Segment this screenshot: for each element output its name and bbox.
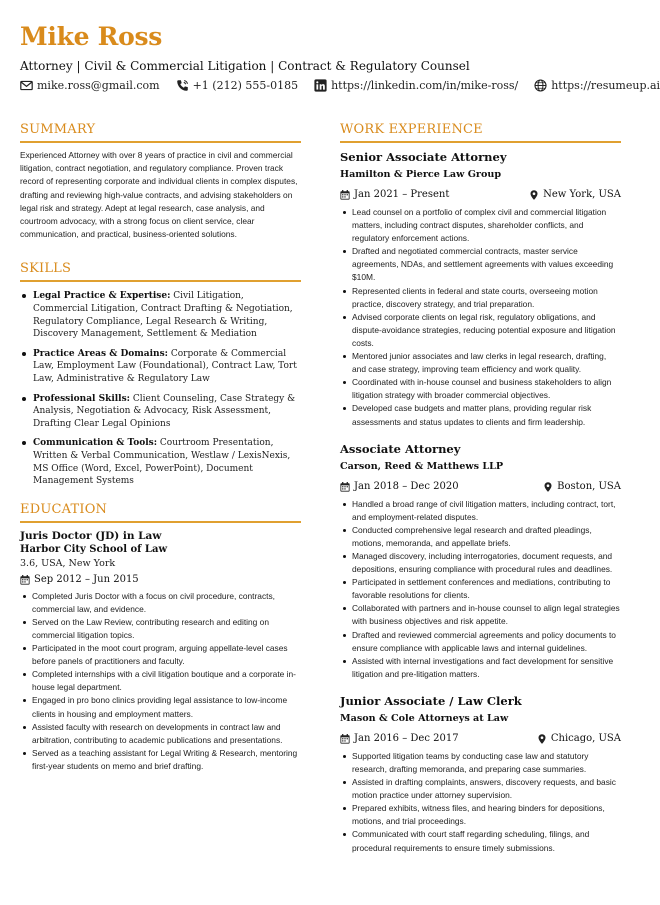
calendar-icon	[340, 482, 350, 492]
degree: Juris Doctor (JD) in Law	[20, 529, 162, 542]
job-location	[543, 480, 621, 494]
company-name: Carson, Reed & Matthews LLP	[340, 460, 504, 472]
map-pin-icon	[543, 482, 553, 492]
education-heading: EDUCATION	[20, 500, 301, 523]
contact-phone[interactable]	[176, 79, 299, 92]
calendar-icon	[340, 734, 350, 744]
skills-section	[20, 259, 301, 487]
skill-item	[20, 348, 301, 386]
list-item: Communicated with court staff regarding scheduling, filings, and procedural requirements to ensure timely submissions.	[340, 828, 621, 854]
experience-heading: WORK EXPERIENCE	[340, 120, 621, 143]
job-entry	[340, 693, 621, 855]
company-name: Mason & Cole Attorneys at Law	[340, 712, 509, 724]
skills-list	[20, 290, 301, 487]
map-pin-icon	[537, 734, 547, 744]
location-text: Boston, USA	[557, 480, 621, 492]
list-item: Served as a teaching assistant for Legal Writing & Research, mentoring first-year students on memo and brief drafting.	[20, 747, 301, 773]
resume-header	[20, 22, 660, 92]
education-bullets	[20, 590, 301, 773]
job-location	[537, 732, 621, 746]
contact-website[interactable]	[534, 79, 660, 92]
job-dates	[340, 480, 459, 494]
list-item: Participated in the moot court program, arguing appellate-level cases before panels of practitioners and faculty.	[20, 642, 301, 668]
skill-label: Professional Skills:	[33, 393, 130, 404]
job-title: Associate Attorney	[340, 441, 461, 456]
location-text: Chicago, USA	[550, 732, 621, 744]
list-item: Collaborated with partners and in-house counsel to align legal strategies with business objectives and risk appetite.	[340, 602, 621, 628]
job-bullets	[340, 206, 621, 429]
list-item: Assisted faculty with research on developments in contract law and arbitration, contributing to academic publications and presentations.	[20, 721, 301, 747]
list-item: Completed internships with a civil litigation boutique and a corporate in-house legal department.	[20, 668, 301, 694]
contact-email[interactable]	[20, 79, 160, 92]
date-range: Jan 2021 – Present	[354, 189, 450, 200]
list-item: Participated in settlement conferences and mediations, contributing to favorable resolutions for clients.	[340, 576, 621, 602]
list-item: Managed discovery, including interrogatories, document requests, and depositions, ensuring compliance with procedural rules and deadlines.	[340, 550, 621, 576]
list-item: Engaged in pro bono clinics providing legal assistance to low-income clients in housing and employment matters.	[20, 694, 301, 720]
job-bullets	[340, 498, 621, 681]
summary-heading: SUMMARY	[20, 120, 301, 143]
phone-text: +1 (212) 555-0185	[192, 79, 299, 92]
job-date-row	[340, 188, 621, 202]
skill-text: Corporate & Commercial Law, Employment Law (Foundational), Contract Law, Tort Law, Administrative & Regulatory Law	[33, 348, 297, 384]
location-text: New York, USA	[543, 189, 621, 200]
list-item: Lead counsel on a portfolio of complex civil and commercial litigation matters, including contract disputes, shareholder conflicts, and regulatory enforcement actions.	[340, 206, 621, 245]
job-entry	[340, 149, 621, 429]
website-text: https://resumeup.ai	[551, 79, 660, 92]
job-dates	[340, 732, 459, 746]
linkedin-text: https://linkedin.com/in/mike-ross/	[331, 79, 519, 92]
job-date-row	[340, 480, 621, 494]
skill-item	[20, 393, 301, 431]
job-bullets	[340, 750, 621, 855]
skills-heading: SKILLS	[20, 259, 301, 282]
date-range: Sep 2012 – Jun 2015	[34, 573, 139, 585]
envelope-icon	[20, 79, 33, 92]
job-dates	[340, 188, 449, 202]
school-name: Harbor City School of Law	[20, 543, 168, 555]
list-item: Drafted and reviewed commercial agreements and policy documents to ensure compliance with applicable laws and internal guidelines.	[340, 629, 621, 655]
skill-text: Client Counseling, Case Strategy & Analysis, Negotiation & Advocacy, Risk Assessment, Drafting Clear Legal Opinions	[33, 393, 296, 429]
job-location	[529, 188, 621, 202]
skill-item	[20, 290, 301, 340]
phone-icon	[176, 79, 189, 92]
list-item: Assisted with internal investigations and fact development for sensitive litigation and pre-litigation matters.	[340, 655, 621, 681]
date-range: Jan 2018 – Dec 2020	[354, 480, 459, 492]
job-title: Junior Associate / Law Clerk	[340, 693, 522, 708]
list-item: Advised corporate clients on legal risk, regulatory obligations, and dispute-avoidance strategies, reducing potential exposure and litigation costs.	[340, 311, 621, 350]
list-item: Represented clients in federal and state courts, overseeing motion practice, discovery strategy, and trial preparation.	[340, 285, 621, 311]
job-entry	[340, 441, 621, 681]
email-text: mike.ross@gmail.com	[37, 79, 160, 92]
education-dates	[20, 573, 139, 587]
list-item: Assisted in drafting complaints, answers, discovery requests, and basic motion practice under attorney supervision.	[340, 776, 621, 802]
contact-linkedin[interactable]	[314, 79, 518, 92]
calendar-icon	[20, 575, 30, 585]
list-item: Served on the Law Review, contributing research and editing on commercial litigation topics.	[20, 616, 301, 642]
list-item: Supported litigation teams by conducting case law and statutory research, drafting memoranda, and preparing case summaries.	[340, 750, 621, 776]
calendar-icon	[340, 190, 350, 200]
job-title: Senior Associate Attorney	[340, 150, 507, 164]
skill-label: Communication & Tools:	[33, 438, 158, 449]
skill-item	[20, 437, 301, 487]
list-item: Coordinated with in-house counsel and business stakeholders to align litigation strategy with broader commercial objectives.	[340, 376, 621, 402]
linkedin-icon	[314, 79, 327, 92]
contact-row	[20, 79, 660, 92]
skill-text: Courtroom Presentation, Written & Verbal Communication, Westlaw / LexisNexis, MS Office (Word, Excel, PowerPoint), Document Management Systems	[33, 438, 291, 487]
globe-icon	[534, 79, 547, 92]
candidate-headline: Attorney | Civil & Commercial Litigation | Contract & Regulatory Counsel	[20, 59, 470, 73]
skill-label: Practice Areas & Domains:	[33, 348, 168, 359]
list-item: Developed case budgets and matter plans, providing regular risk assessments and status updates to clients and firm leadership.	[340, 402, 621, 428]
left-column	[20, 120, 301, 773]
education-details: 3.6, USA, New York	[20, 557, 116, 569]
list-item: Handled a broad range of civil litigation matters, including contract, tort, and employment-related disputes.	[340, 498, 621, 524]
education-date-row	[20, 573, 301, 587]
summary-section	[20, 120, 301, 241]
right-column	[340, 120, 621, 867]
summary-text: Experienced Attorney with over 8 years of practice in civil and commercial litigation, contract negotiation, and regulatory compliance. Proven track record of representing corporate and individual clients in complex disputes, drafting and reviewing high-value contracts, and advising stakeholders on legal risk and strategy. Adept at legal research, case analysis, and courtroom advocacy, with a strong focus on client service, clear communication, and practical, business-oriented solutions.	[20, 150, 298, 240]
date-range: Jan 2016 – Dec 2017	[354, 732, 459, 744]
education-section	[20, 500, 301, 773]
skill-label: Legal Practice & Expertise:	[33, 291, 171, 302]
company-name: Hamilton & Pierce Law Group	[340, 169, 502, 180]
list-item: Drafted and negotiated commercial contracts, master service agreements, NDAs, and settlement agreements with values exceeding $10M.	[340, 245, 621, 284]
list-item: Completed Juris Doctor with a focus on civil procedure, contracts, commercial law, and evidence.	[20, 590, 301, 616]
candidate-name: Mike Ross	[20, 22, 163, 51]
list-item: Conducted comprehensive legal research and drafted pleadings, motions, memoranda, and appellate briefs.	[340, 524, 621, 550]
map-pin-icon	[529, 190, 539, 200]
list-item: Prepared exhibits, witness files, and hearing binders for depositions, motions, and trial proceedings.	[340, 802, 621, 828]
list-item: Mentored junior associates and law clerks in legal research, drafting, and case strategy, improving team efficiency and work quality.	[340, 350, 621, 376]
skill-text: Civil Litigation, Commercial Litigation, Contract Drafting & Negotiation, Regulatory Compliance, Legal Research & Writing, Discovery Management, Settlement & Mediation	[33, 291, 293, 340]
job-date-row	[340, 732, 621, 746]
